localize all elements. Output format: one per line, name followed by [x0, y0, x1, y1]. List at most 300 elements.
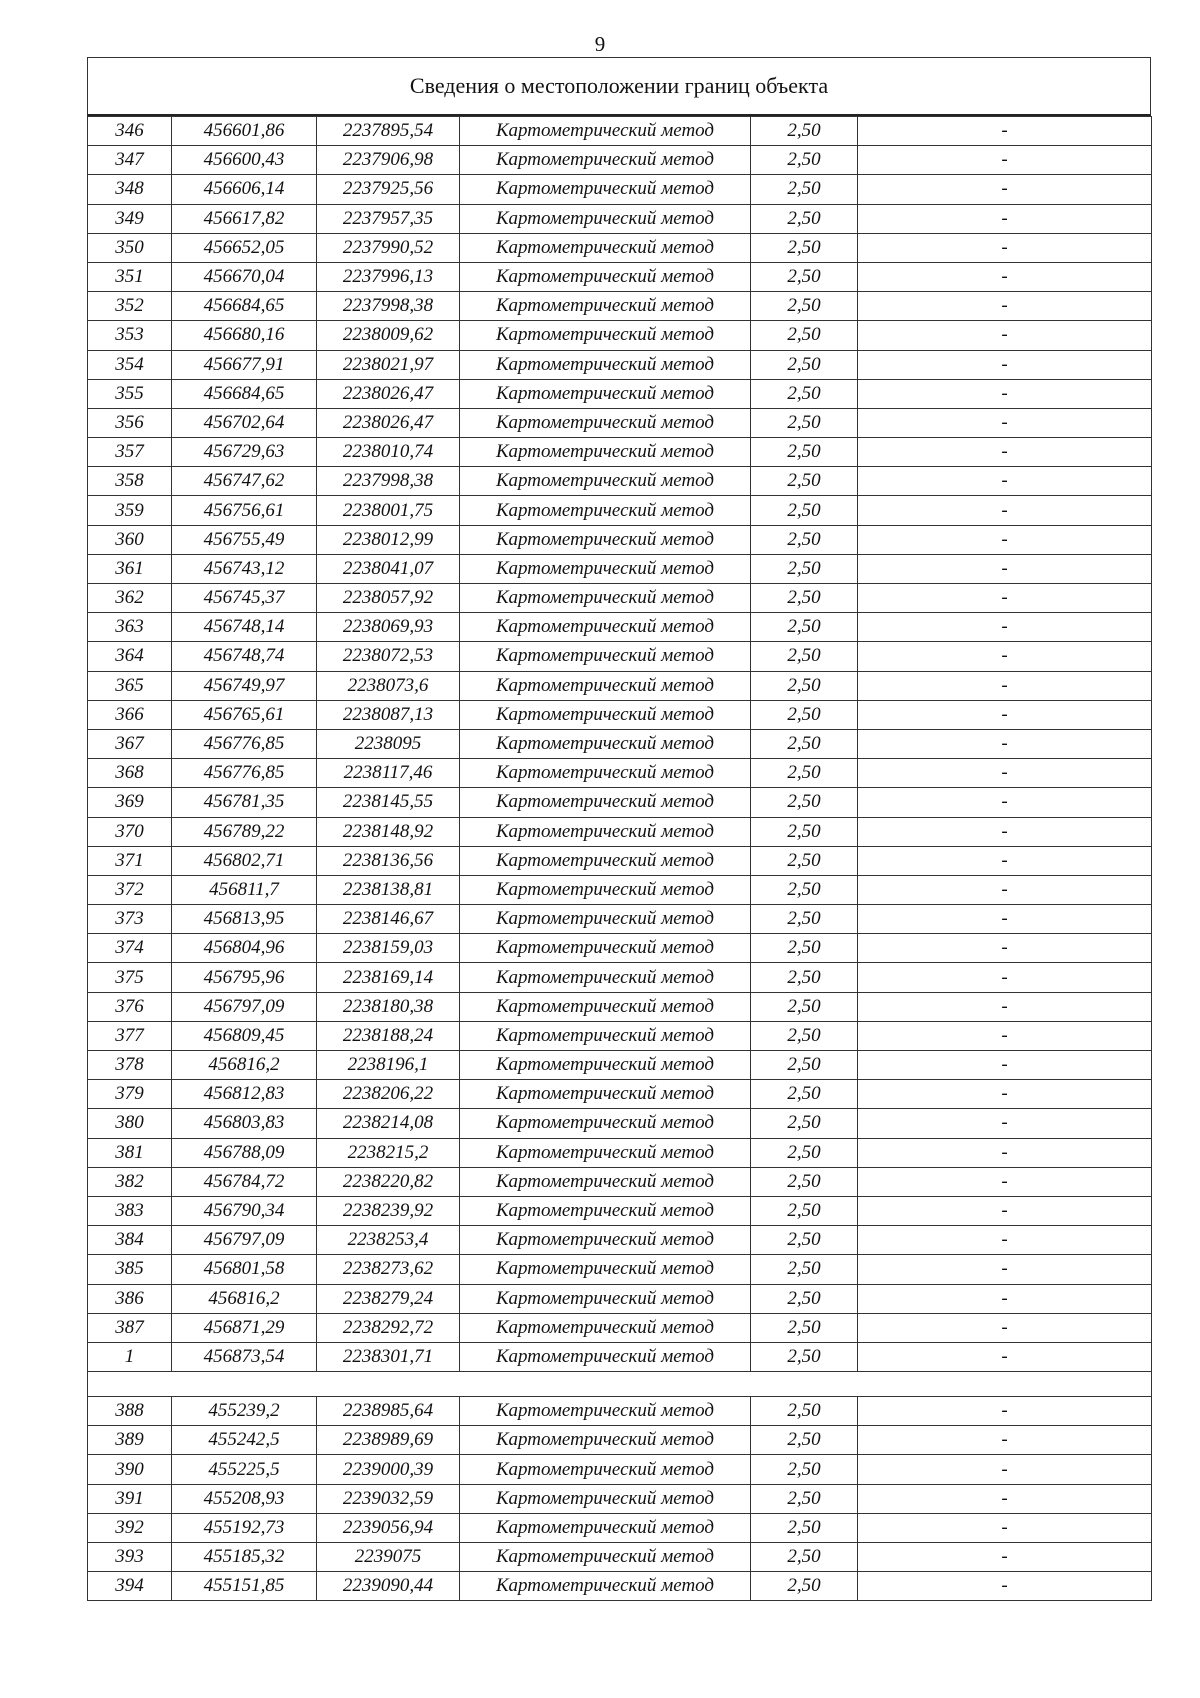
description-cell: - — [858, 729, 1152, 758]
table-row — [88, 1167, 1152, 1196]
table-row — [88, 671, 1152, 700]
method-cell: Картометрический метод — [460, 1021, 751, 1050]
accuracy-cell: 2,50 — [751, 554, 858, 583]
y-coordinate-cell: 2238214,08 — [317, 1109, 460, 1138]
point-number-cell: 356 — [88, 408, 172, 437]
description-cell: - — [858, 1426, 1152, 1455]
method-cell: Картометрический метод — [460, 1572, 751, 1601]
accuracy-cell: 2,50 — [751, 671, 858, 700]
description-cell: - — [858, 1080, 1152, 1109]
x-coordinate-cell: 456797,09 — [172, 992, 317, 1021]
method-cell: Картометрический метод — [460, 408, 751, 437]
y-coordinate-cell: 2238253,4 — [317, 1226, 460, 1255]
y-coordinate-cell: 2237998,38 — [317, 292, 460, 321]
method-cell: Картометрический метод — [460, 905, 751, 934]
y-coordinate-cell: 2238206,22 — [317, 1080, 460, 1109]
method-cell: Картометрический метод — [460, 963, 751, 992]
accuracy-cell: 2,50 — [751, 262, 858, 291]
x-coordinate-cell: 456748,74 — [172, 642, 317, 671]
y-coordinate-cell: 2238087,13 — [317, 700, 460, 729]
y-coordinate-cell: 2238239,92 — [317, 1196, 460, 1225]
description-cell: - — [858, 1543, 1152, 1572]
point-number-cell: 367 — [88, 729, 172, 758]
y-coordinate-cell: 2238220,82 — [317, 1167, 460, 1196]
table-row — [88, 117, 1152, 146]
method-cell: Картометрический метод — [460, 350, 751, 379]
x-coordinate-cell: 456790,34 — [172, 1196, 317, 1225]
y-coordinate-cell: 2237925,56 — [317, 175, 460, 204]
accuracy-cell: 2,50 — [751, 233, 858, 262]
accuracy-cell: 2,50 — [751, 817, 858, 846]
x-coordinate-cell: 456801,58 — [172, 1255, 317, 1284]
description-cell: - — [858, 525, 1152, 554]
description-cell: - — [858, 1255, 1152, 1284]
table-row — [88, 875, 1152, 904]
description-cell: - — [858, 1284, 1152, 1313]
group-separator-row — [88, 1372, 1152, 1397]
accuracy-cell: 2,50 — [751, 408, 858, 437]
point-number-cell: 364 — [88, 642, 172, 671]
table-row — [88, 379, 1152, 408]
table-row — [88, 1426, 1152, 1455]
y-coordinate-cell: 2238159,03 — [317, 934, 460, 963]
description-cell: - — [858, 846, 1152, 875]
point-number-cell: 380 — [88, 1109, 172, 1138]
table-row — [88, 613, 1152, 642]
accuracy-cell: 2,50 — [751, 204, 858, 233]
description-cell: - — [858, 1484, 1152, 1513]
method-cell: Картометрический метод — [460, 262, 751, 291]
method-cell: Картометрический метод — [460, 1484, 751, 1513]
description-cell: - — [858, 817, 1152, 846]
x-coordinate-cell: 456781,35 — [172, 788, 317, 817]
y-coordinate-cell: 2238273,62 — [317, 1255, 460, 1284]
y-coordinate-cell: 2238001,75 — [317, 496, 460, 525]
x-coordinate-cell: 456802,71 — [172, 846, 317, 875]
accuracy-cell: 2,50 — [751, 1426, 858, 1455]
accuracy-cell: 2,50 — [751, 1021, 858, 1050]
accuracy-cell: 2,50 — [751, 1196, 858, 1225]
y-coordinate-cell: 2239075 — [317, 1543, 460, 1572]
x-coordinate-cell: 456871,29 — [172, 1313, 317, 1342]
method-cell: Картометрический метод — [460, 1455, 751, 1484]
method-cell: Картометрический метод — [460, 146, 751, 175]
description-cell: - — [858, 1051, 1152, 1080]
point-number-cell: 374 — [88, 934, 172, 963]
y-coordinate-cell: 2238057,92 — [317, 584, 460, 613]
y-coordinate-cell: 2238069,93 — [317, 613, 460, 642]
point-number-cell: 1 — [88, 1342, 172, 1371]
point-number-cell: 352 — [88, 292, 172, 321]
point-number-cell: 377 — [88, 1021, 172, 1050]
x-coordinate-cell: 456784,72 — [172, 1167, 317, 1196]
x-coordinate-cell: 455192,73 — [172, 1513, 317, 1542]
table-row — [88, 584, 1152, 613]
description-cell: - — [858, 146, 1152, 175]
y-coordinate-cell: 2237906,98 — [317, 146, 460, 175]
accuracy-cell: 2,50 — [751, 613, 858, 642]
method-cell: Картометрический метод — [460, 117, 751, 146]
accuracy-cell: 2,50 — [751, 846, 858, 875]
accuracy-cell: 2,50 — [751, 875, 858, 904]
x-coordinate-cell: 456811,7 — [172, 875, 317, 904]
x-coordinate-cell: 456873,54 — [172, 1342, 317, 1371]
description-cell: - — [858, 204, 1152, 233]
y-coordinate-cell: 2238136,56 — [317, 846, 460, 875]
description-cell: - — [858, 321, 1152, 350]
method-cell: Картометрический метод — [460, 1255, 751, 1284]
description-cell: - — [858, 262, 1152, 291]
table-row — [88, 554, 1152, 583]
table-row — [88, 788, 1152, 817]
method-cell: Картометрический метод — [460, 467, 751, 496]
x-coordinate-cell: 456747,62 — [172, 467, 317, 496]
table-row — [88, 496, 1152, 525]
table-row — [88, 1397, 1152, 1426]
point-number-cell: 350 — [88, 233, 172, 262]
coordinates-table-body — [88, 117, 1152, 1601]
accuracy-cell: 2,50 — [751, 934, 858, 963]
method-cell: Картометрический метод — [460, 788, 751, 817]
x-coordinate-cell: 456702,64 — [172, 408, 317, 437]
description-cell: - — [858, 875, 1152, 904]
point-number-cell: 378 — [88, 1051, 172, 1080]
method-cell: Картометрический метод — [460, 1196, 751, 1225]
accuracy-cell: 2,50 — [751, 1572, 858, 1601]
description-cell: - — [858, 788, 1152, 817]
x-coordinate-cell: 456789,22 — [172, 817, 317, 846]
method-cell: Картометрический метод — [460, 1138, 751, 1167]
accuracy-cell: 2,50 — [751, 1284, 858, 1313]
table-row — [88, 408, 1152, 437]
description-cell: - — [858, 1397, 1152, 1426]
point-number-cell: 349 — [88, 204, 172, 233]
x-coordinate-cell: 456745,37 — [172, 584, 317, 613]
point-number-cell: 382 — [88, 1167, 172, 1196]
x-coordinate-cell: 455185,32 — [172, 1543, 317, 1572]
table-row — [88, 1051, 1152, 1080]
x-coordinate-cell: 456813,95 — [172, 905, 317, 934]
accuracy-cell: 2,50 — [751, 700, 858, 729]
table-row — [88, 1109, 1152, 1138]
x-coordinate-cell: 456748,14 — [172, 613, 317, 642]
point-number-cell: 365 — [88, 671, 172, 700]
point-number-cell: 392 — [88, 1513, 172, 1542]
accuracy-cell: 2,50 — [751, 496, 858, 525]
x-coordinate-cell: 455225,5 — [172, 1455, 317, 1484]
method-cell: Картометрический метод — [460, 700, 751, 729]
table-row — [88, 438, 1152, 467]
accuracy-cell: 2,50 — [751, 1226, 858, 1255]
method-cell: Картометрический метод — [460, 817, 751, 846]
method-cell: Картометрический метод — [460, 1397, 751, 1426]
y-coordinate-cell: 2238138,81 — [317, 875, 460, 904]
point-number-cell: 389 — [88, 1426, 172, 1455]
x-coordinate-cell: 455208,93 — [172, 1484, 317, 1513]
method-cell: Картометрический метод — [460, 992, 751, 1021]
method-cell: Картометрический метод — [460, 321, 751, 350]
table-row — [88, 204, 1152, 233]
table-row — [88, 175, 1152, 204]
y-coordinate-cell: 2237996,13 — [317, 262, 460, 291]
table-row — [88, 262, 1152, 291]
method-cell: Картометрический метод — [460, 846, 751, 875]
x-coordinate-cell: 456788,09 — [172, 1138, 317, 1167]
y-coordinate-cell: 2238301,71 — [317, 1342, 460, 1371]
point-number-cell: 359 — [88, 496, 172, 525]
y-coordinate-cell: 2238041,07 — [317, 554, 460, 583]
table-row — [88, 292, 1152, 321]
table-row — [88, 525, 1152, 554]
description-cell: - — [858, 438, 1152, 467]
y-coordinate-cell: 2238009,62 — [317, 321, 460, 350]
table-row — [88, 934, 1152, 963]
point-number-cell: 384 — [88, 1226, 172, 1255]
x-coordinate-cell: 456765,61 — [172, 700, 317, 729]
table-row — [88, 1455, 1152, 1484]
table-row — [88, 1021, 1152, 1050]
x-coordinate-cell: 456680,16 — [172, 321, 317, 350]
accuracy-cell: 2,50 — [751, 992, 858, 1021]
table-row — [88, 467, 1152, 496]
x-coordinate-cell: 456606,14 — [172, 175, 317, 204]
point-number-cell: 373 — [88, 905, 172, 934]
table-row — [88, 992, 1152, 1021]
point-number-cell: 347 — [88, 146, 172, 175]
description-cell: - — [858, 613, 1152, 642]
y-coordinate-cell: 2239000,39 — [317, 1455, 460, 1484]
description-cell: - — [858, 584, 1152, 613]
point-number-cell: 372 — [88, 875, 172, 904]
accuracy-cell: 2,50 — [751, 292, 858, 321]
method-cell: Картометрический метод — [460, 1342, 751, 1371]
accuracy-cell: 2,50 — [751, 1455, 858, 1484]
y-coordinate-cell: 2237895,54 — [317, 117, 460, 146]
table-row — [88, 146, 1152, 175]
accuracy-cell: 2,50 — [751, 1167, 858, 1196]
table-row — [88, 233, 1152, 262]
table-row — [88, 1138, 1152, 1167]
method-cell: Картометрический метод — [460, 613, 751, 642]
accuracy-cell: 2,50 — [751, 321, 858, 350]
method-cell: Картометрический метод — [460, 1051, 751, 1080]
accuracy-cell: 2,50 — [751, 438, 858, 467]
accuracy-cell: 2,50 — [751, 1543, 858, 1572]
description-cell: - — [858, 408, 1152, 437]
method-cell: Картометрический метод — [460, 671, 751, 700]
method-cell: Картометрический метод — [460, 496, 751, 525]
x-coordinate-cell: 456729,63 — [172, 438, 317, 467]
coordinates-table — [87, 116, 1152, 1601]
table-row — [88, 1484, 1152, 1513]
y-coordinate-cell: 2237998,38 — [317, 467, 460, 496]
method-cell: Картометрический метод — [460, 934, 751, 963]
accuracy-cell: 2,50 — [751, 1397, 858, 1426]
table-row — [88, 1080, 1152, 1109]
point-number-cell: 369 — [88, 788, 172, 817]
method-cell: Картометрический метод — [460, 642, 751, 671]
accuracy-cell: 2,50 — [751, 467, 858, 496]
x-coordinate-cell: 456743,12 — [172, 554, 317, 583]
description-cell: - — [858, 963, 1152, 992]
point-number-cell: 371 — [88, 846, 172, 875]
point-number-cell: 355 — [88, 379, 172, 408]
description-cell: - — [858, 1138, 1152, 1167]
method-cell: Картометрический метод — [460, 175, 751, 204]
method-cell: Картометрический метод — [460, 1513, 751, 1542]
method-cell: Картометрический метод — [460, 1226, 751, 1255]
description-cell: - — [858, 1572, 1152, 1601]
table-row — [88, 1543, 1152, 1572]
y-coordinate-cell: 2237957,35 — [317, 204, 460, 233]
accuracy-cell: 2,50 — [751, 759, 858, 788]
y-coordinate-cell: 2238026,47 — [317, 379, 460, 408]
point-number-cell: 360 — [88, 525, 172, 554]
method-cell: Картометрический метод — [460, 1543, 751, 1572]
x-coordinate-cell: 456600,43 — [172, 146, 317, 175]
point-number-cell: 346 — [88, 117, 172, 146]
y-coordinate-cell: 2238010,74 — [317, 438, 460, 467]
table-row — [88, 1255, 1152, 1284]
method-cell: Картометрический метод — [460, 379, 751, 408]
table-row — [88, 1284, 1152, 1313]
y-coordinate-cell: 2239056,94 — [317, 1513, 460, 1542]
description-cell: - — [858, 671, 1152, 700]
method-cell: Картометрический метод — [460, 554, 751, 583]
point-number-cell: 394 — [88, 1572, 172, 1601]
coordinates-sheet — [87, 57, 1151, 1601]
method-cell: Картометрический метод — [460, 875, 751, 904]
y-coordinate-cell: 2238989,69 — [317, 1426, 460, 1455]
point-number-cell: 386 — [88, 1284, 172, 1313]
table-row — [88, 642, 1152, 671]
table-row — [88, 963, 1152, 992]
table-row — [88, 846, 1152, 875]
point-number-cell: 351 — [88, 262, 172, 291]
accuracy-cell: 2,50 — [751, 350, 858, 379]
description-cell: - — [858, 1313, 1152, 1342]
x-coordinate-cell: 456797,09 — [172, 1226, 317, 1255]
x-coordinate-cell: 456809,45 — [172, 1021, 317, 1050]
y-coordinate-cell: 2237990,52 — [317, 233, 460, 262]
point-number-cell: 376 — [88, 992, 172, 1021]
accuracy-cell: 2,50 — [751, 1051, 858, 1080]
x-coordinate-cell: 456684,65 — [172, 292, 317, 321]
accuracy-cell: 2,50 — [751, 642, 858, 671]
method-cell: Картометрический метод — [460, 525, 751, 554]
x-coordinate-cell: 456816,2 — [172, 1284, 317, 1313]
table-row — [88, 817, 1152, 846]
accuracy-cell: 2,50 — [751, 525, 858, 554]
table-row — [88, 1572, 1152, 1601]
point-number-cell: 361 — [88, 554, 172, 583]
group-separator-cell — [88, 1372, 1152, 1397]
description-cell: - — [858, 496, 1152, 525]
description-cell: - — [858, 467, 1152, 496]
accuracy-cell: 2,50 — [751, 1138, 858, 1167]
x-coordinate-cell: 456812,83 — [172, 1080, 317, 1109]
y-coordinate-cell: 2238012,99 — [317, 525, 460, 554]
y-coordinate-cell: 2238073,6 — [317, 671, 460, 700]
method-cell: Картометрический метод — [460, 1313, 751, 1342]
x-coordinate-cell: 456755,49 — [172, 525, 317, 554]
point-number-cell: 363 — [88, 613, 172, 642]
description-cell: - — [858, 1513, 1152, 1542]
table-title: Сведения о местоположении границ объекта — [87, 57, 1151, 116]
y-coordinate-cell: 2238196,1 — [317, 1051, 460, 1080]
y-coordinate-cell: 2238180,38 — [317, 992, 460, 1021]
table-row — [88, 1342, 1152, 1371]
point-number-cell: 381 — [88, 1138, 172, 1167]
accuracy-cell: 2,50 — [751, 1109, 858, 1138]
x-coordinate-cell: 456776,85 — [172, 729, 317, 758]
x-coordinate-cell: 456601,86 — [172, 117, 317, 146]
description-cell: - — [858, 905, 1152, 934]
table-row — [88, 759, 1152, 788]
table-row — [88, 1313, 1152, 1342]
accuracy-cell: 2,50 — [751, 1484, 858, 1513]
description-cell: - — [858, 379, 1152, 408]
accuracy-cell: 2,50 — [751, 1513, 858, 1542]
table-row — [88, 1226, 1152, 1255]
point-number-cell: 390 — [88, 1455, 172, 1484]
description-cell: - — [858, 175, 1152, 204]
x-coordinate-cell: 456677,91 — [172, 350, 317, 379]
description-cell: - — [858, 292, 1152, 321]
x-coordinate-cell: 456749,97 — [172, 671, 317, 700]
point-number-cell: 348 — [88, 175, 172, 204]
table-row — [88, 700, 1152, 729]
description-cell: - — [858, 1455, 1152, 1484]
method-cell: Картометрический метод — [460, 729, 751, 758]
description-cell: - — [858, 117, 1152, 146]
method-cell: Картометрический метод — [460, 584, 751, 613]
method-cell: Картометрический метод — [460, 1109, 751, 1138]
point-number-cell: 358 — [88, 467, 172, 496]
y-coordinate-cell: 2238145,55 — [317, 788, 460, 817]
accuracy-cell: 2,50 — [751, 175, 858, 204]
table-row — [88, 1196, 1152, 1225]
method-cell: Картометрический метод — [460, 204, 751, 233]
page-number: 9 — [594, 32, 606, 56]
y-coordinate-cell: 2238169,14 — [317, 963, 460, 992]
description-cell: - — [858, 1021, 1152, 1050]
accuracy-cell: 2,50 — [751, 1313, 858, 1342]
accuracy-cell: 2,50 — [751, 146, 858, 175]
accuracy-cell: 2,50 — [751, 788, 858, 817]
accuracy-cell: 2,50 — [751, 905, 858, 934]
y-coordinate-cell: 2238279,24 — [317, 1284, 460, 1313]
point-number-cell: 391 — [88, 1484, 172, 1513]
description-cell: - — [858, 350, 1152, 379]
point-number-cell: 370 — [88, 817, 172, 846]
x-coordinate-cell: 456670,04 — [172, 262, 317, 291]
point-number-cell: 379 — [88, 1080, 172, 1109]
point-number-cell: 385 — [88, 1255, 172, 1284]
x-coordinate-cell: 456816,2 — [172, 1051, 317, 1080]
x-coordinate-cell: 455242,5 — [172, 1426, 317, 1455]
accuracy-cell: 2,50 — [751, 379, 858, 408]
point-number-cell: 393 — [88, 1543, 172, 1572]
method-cell: Картометрический метод — [460, 233, 751, 262]
point-number-cell: 354 — [88, 350, 172, 379]
description-cell: - — [858, 642, 1152, 671]
description-cell: - — [858, 554, 1152, 583]
x-coordinate-cell: 456617,82 — [172, 204, 317, 233]
table-row — [88, 905, 1152, 934]
point-number-cell: 375 — [88, 963, 172, 992]
y-coordinate-cell: 2238148,92 — [317, 817, 460, 846]
